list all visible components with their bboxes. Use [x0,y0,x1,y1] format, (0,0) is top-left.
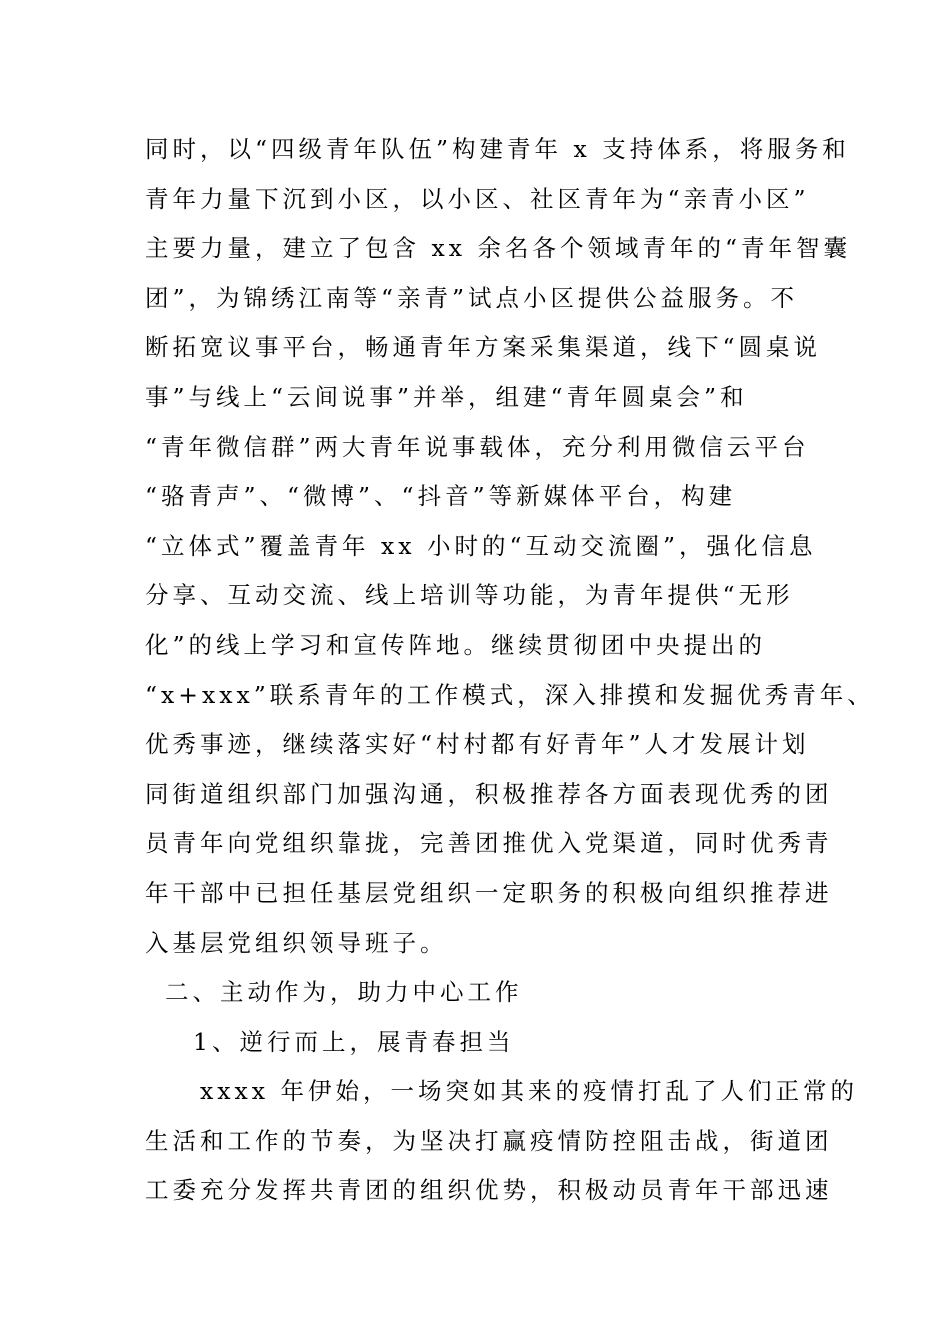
body-line: “骆青声”、“微博”、“抖音”等新媒体平台，构建 [145,482,737,511]
body-line: 化”的线上学习和宣传阵地。继续贯彻团中央提出的 [145,630,767,659]
body-line: 员青年向党组织靠拢，完善团推优入党渠道，同时优秀青 [145,829,833,858]
body-line: 优秀事迹，继续落实好“村村都有好青年”人才发展计划 [145,730,810,759]
document-body [145,125,875,1216]
body-line: “立体式”覆盖青年 xx 小时的“互动交流圈”，强化信息 [145,531,817,560]
paragraph-line: 工委充分发挥共青团的组织优势，积极动员青年干部迅速 [145,1176,833,1205]
body-line: 青年力量下沉到小区，以小区、社区青年为“亲青小区” [145,184,810,213]
paragraph-line: 生活和工作的节奏，为坚决打赢疫情防控阻击战，街道团 [145,1126,833,1155]
paragraph-line: xxxx 年伊始，一场突如其来的疫情打乱了人们正常的 [200,1077,858,1106]
body-line: “x+xxx”联系青年的工作模式，深入排摸和发掘优秀青年、 [145,680,875,709]
body-line: 分享、互动交流、线上培训等功能，为青年提供“无形 [145,581,794,610]
body-line: 同街道组织部门加强沟通，积极推荐各方面表现优秀的团 [145,779,833,808]
body-line: 年干部中已担任基层党组织一定职务的积极向组织推荐进 [145,878,833,907]
body-line: 同时，以“四级青年队伍”构建青年 x 支持体系，将服务和 [145,135,850,163]
body-line: 主要力量，建立了包含 xx 余名各个领域青年的“青年智囊 [145,234,851,263]
body-line: “青年微信群”两大青年说事载体，充分利用微信云平台 [145,432,810,461]
body-line: 断拓宽议事平台，畅通青年方案采集渠道，线下“圆桌说 [145,333,822,362]
body-line: 团”，为锦绣江南等“亲青”试点小区提供公益服务。不 [145,283,799,312]
subsection-heading: 1、逆行而上，展青春担当 [193,1027,515,1056]
body-line: 事”与线上“云间说事”并举，组建“青年圆桌会”和 [145,382,748,411]
section-heading: 二、主动作为，助力中心工作 [165,978,523,1007]
body-line: 入基层党组织领导班子。 [145,928,448,957]
